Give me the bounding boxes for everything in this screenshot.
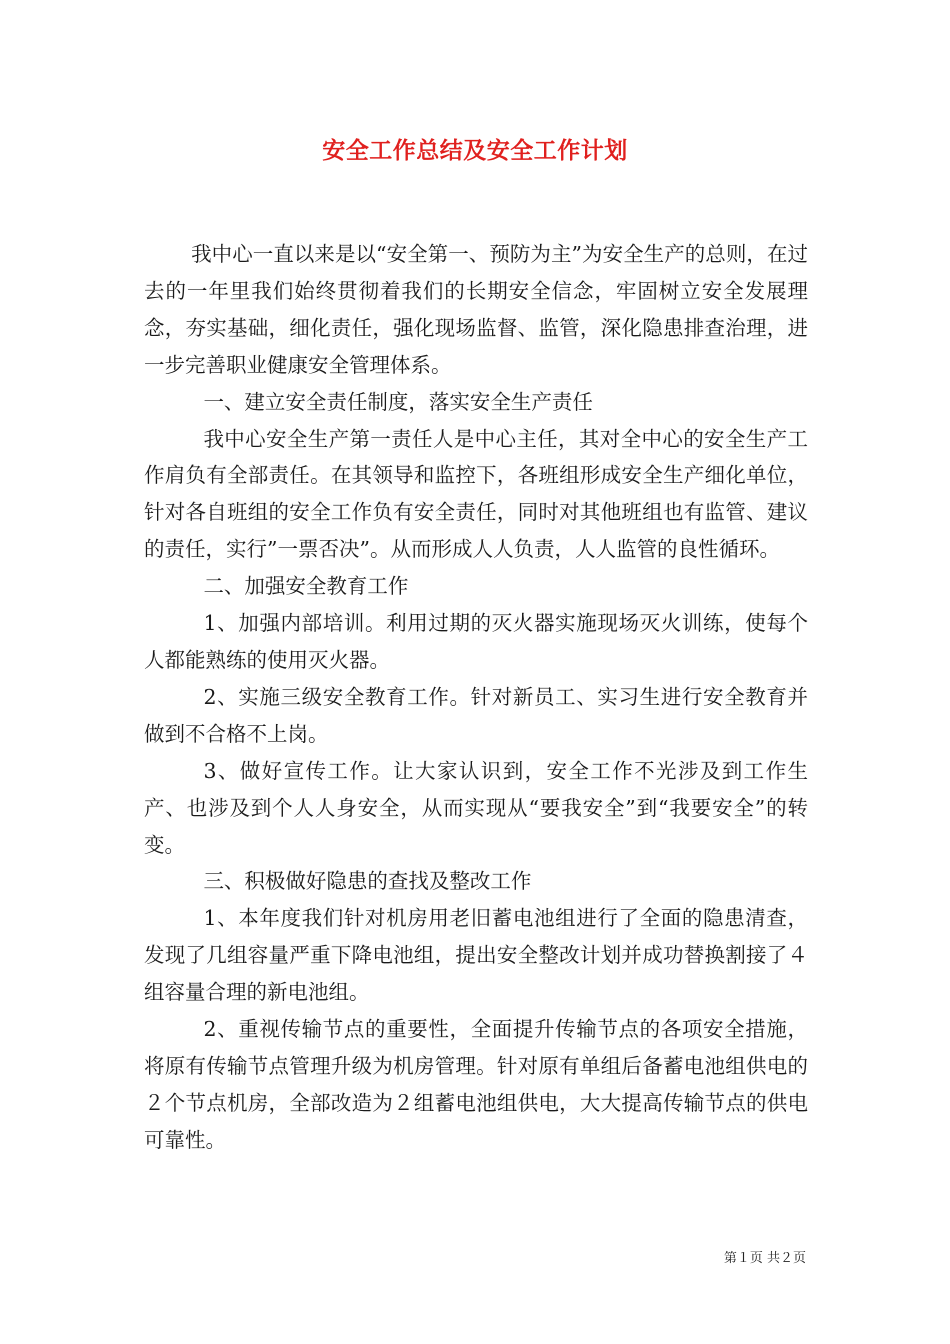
section-heading-3: 三、积极做好隐患的查找及整改工作 xyxy=(203,869,532,894)
document-body xyxy=(144,236,808,1159)
section-2-item-1: 1、加强内部培训。利用过期的灭火器实施现场灭火训练，使每个人都能熟练的使用灭火器。 xyxy=(144,611,808,672)
page-number-footer: 第１页 共２页 xyxy=(723,1251,806,1266)
document-title: 安全工作总结及安全工作计划 xyxy=(322,137,628,164)
section-1-paragraph: 我中心安全生产第一责任人是中心主任，其对全中心的安全生产工作肩负有全部责任。在其领导和监控下，各班组形成安全生产细化单位，针对各自班组的安全工作负有安全责任，同时对其他班组也有监管、建议的责任，实行”一票否决”。从而形成人人负责，人人监管的良性循环。 xyxy=(144,426,808,562)
section-2-item-2: 2、实施三级安全教育工作。针对新员工、实习生进行安全教育并做到不合格不上岗。 xyxy=(144,684,808,746)
section-3-item-2: 2、重视传输节点的重要性，全面提升传输节点的各项安全措施，将原有传输节点管理升级为机房管理。针对原有单组后备蓄电池组供电的２个节点机房，全部改造为２组蓄电池组供电，大大提高传输节点的供电可靠性。 xyxy=(144,1017,808,1152)
section-3-item-1: 1、本年度我们针对机房用老旧蓄电池组进行了全面的隐患清查，发现了几组容量严重下降电池组，提出安全整改计划并成功替换割接了４组容量合理的新电池组。 xyxy=(144,906,808,1005)
section-heading-1: 一、建立安全责任制度，落实安全生产责任 xyxy=(203,389,593,414)
section-2-item-3: 3、做好宣传工作。让大家认识到，安全工作不光涉及到工作生产、也涉及到个人人身安全，从而实现从“要我安全”到“我要安全”的转变。 xyxy=(144,758,808,857)
intro-paragraph: 我中心一直以来是以“安全第一、预防为主”为安全生产的总则，在过去的一年里我们始终贯彻着我们的长期安全信念，牢固树立安全发展理念，夯实基础，细化责任，强化现场监督、监管，深化隐患排查治理，进一步完善职业健康安全管理体系。 xyxy=(144,242,808,377)
section-heading-2: 二、加强安全教育工作 xyxy=(203,574,409,599)
